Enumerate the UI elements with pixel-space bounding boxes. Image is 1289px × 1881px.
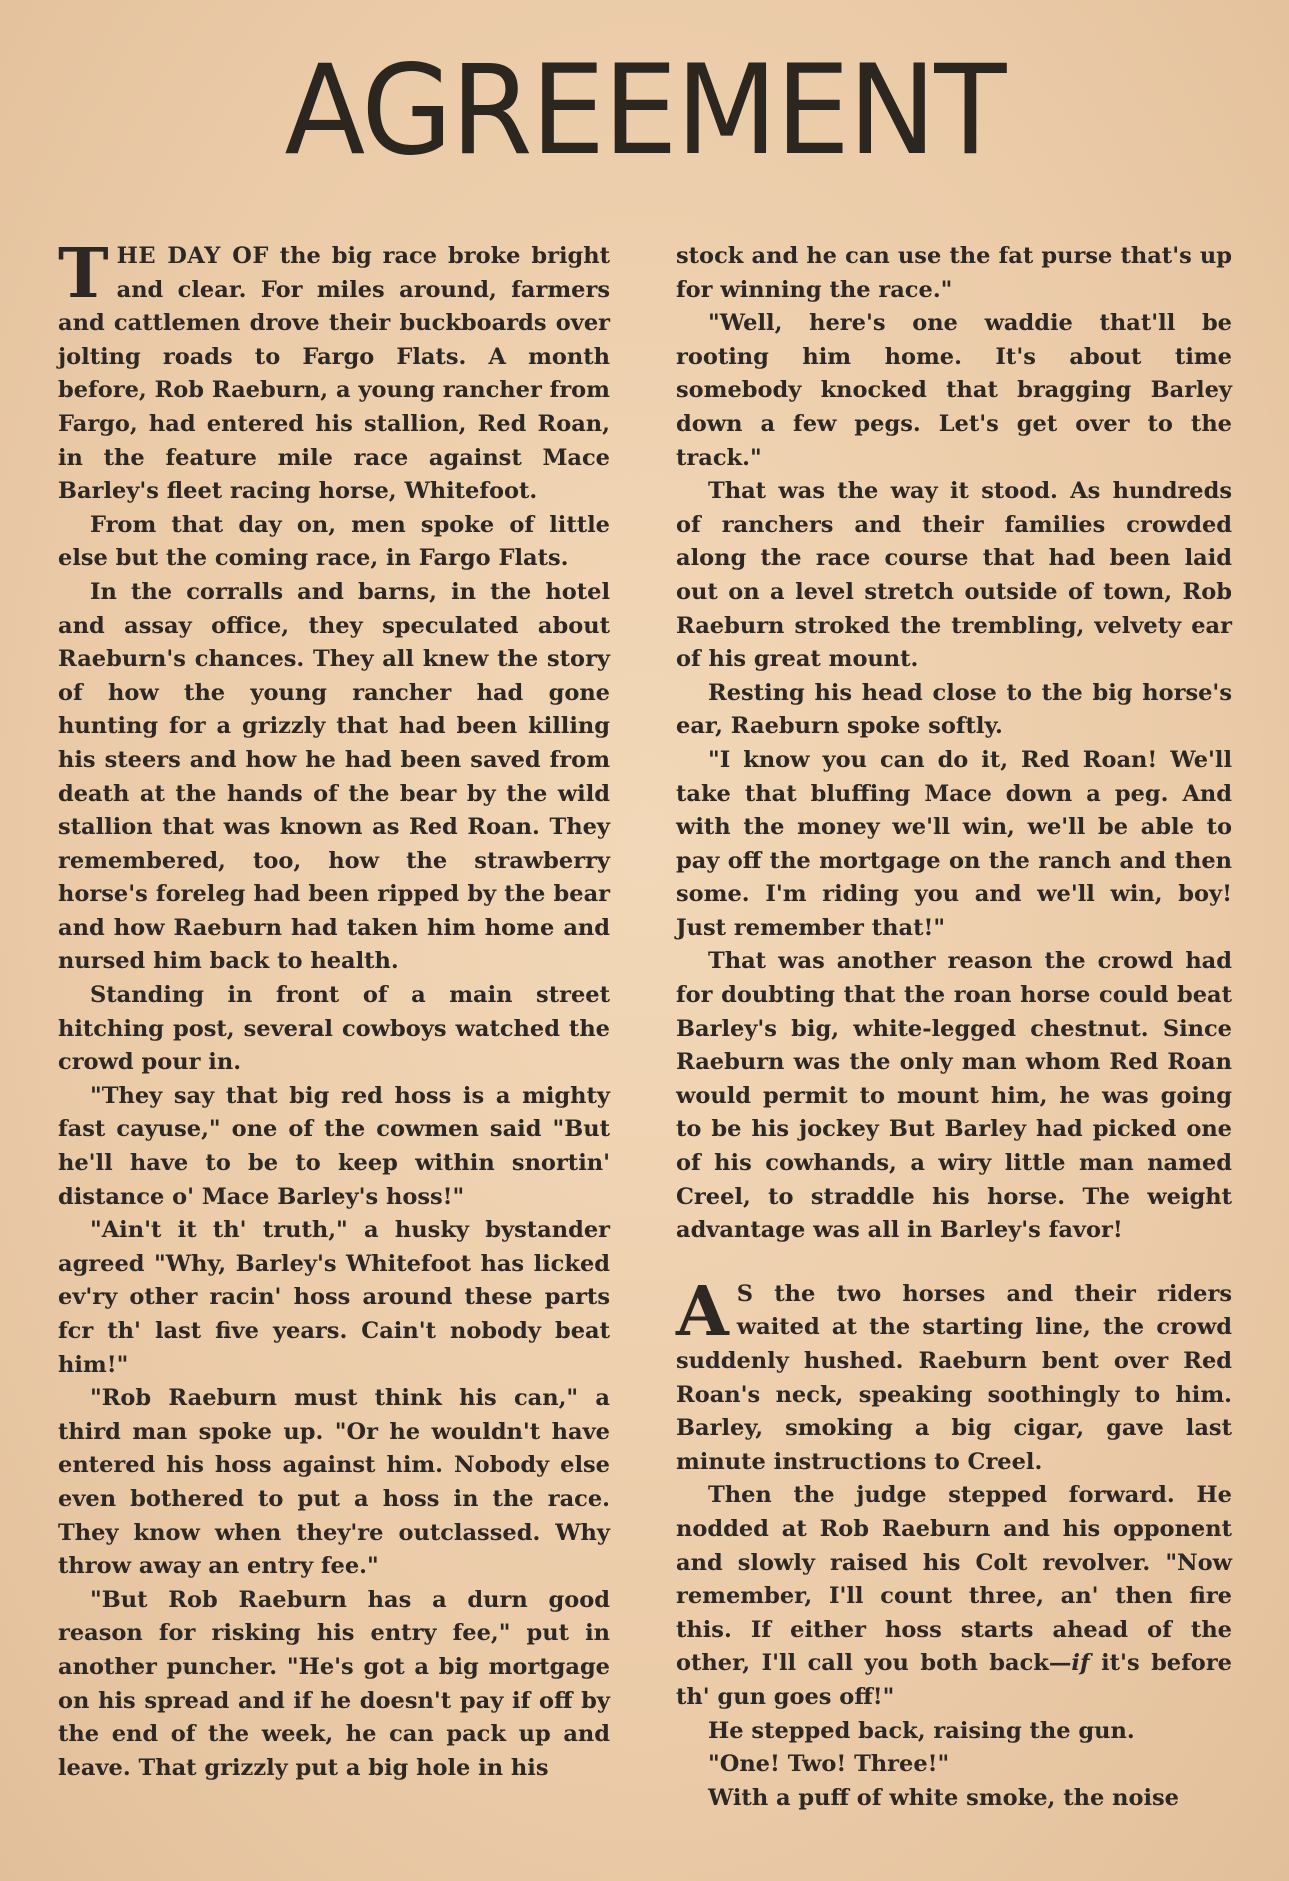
drop-cap: T (58, 234, 109, 314)
paragraph: Standing in front of a main street hitching post, several cowboys watched the crowd pour in. (58, 982, 610, 1076)
right-column (676, 240, 1232, 1815)
paragraph (676, 1271, 1232, 1480)
paragraph: That was the way it stood. As hundreds of ranchers and their families crowded along the race course that had been laid out on a level stretch outside of town, Rob Raeburn stroked the trembling, velvety ear of his great mount. (676, 478, 1232, 673)
paragraph: That was another reason the crowd had for doubting that the roan horse could beat Barley's big, white-legged chestnut. Since Raeburn was the only man whom Red Roan would permit to mount him, he was going to be his jockey But Barley had picked one of his cowhands, a wiry little man named Creel, to straddle his horse. The weight advantage was all in Barley's favor! (676, 948, 1232, 1244)
paragraph: "I know you can do it, Red Roan! We'll take that bluffing Mace down a peg. And with the money we'll win, we'll be able to pay off the mortgage on the ranch and then some. I'm riding you and we'll win, boy! Just remember that!" (676, 746, 1232, 941)
emphasis: if (1071, 1650, 1090, 1677)
paragraph: He stepped back, raising the gun. (708, 1717, 1135, 1744)
paragraph: "Ain't it th' truth," a husky bystander agreed "Why, Barley's Whitefoot has licked ev'ry other racin' hoss around these parts fcr th' last five years. Cain't nobody beat him!" (58, 1217, 610, 1378)
paragraph: stock and he can use the fat purse that's up for winning the race." (676, 243, 1232, 303)
paragraph: "They say that big red hoss is a mighty fast cayuse," one of the cowmen said "But he'll have to be to keep within snortin' distance o' Mace Barley's hoss!" (58, 1082, 610, 1210)
paragraph: From that day on, men spoke of little else but the coming race, in Fargo Flats. (58, 511, 610, 572)
paragraph (58, 234, 611, 509)
paragraph: "But Rob Raeburn has a durn good reason for risking his entry fee," put in another puncher. "He's got a big mortgage on his spread and if he doesn't pay if off by the end of the week, he can pack up and leave. That grizzly put a big hole in his (58, 1586, 610, 1781)
paragraph: Resting his head close to the big horse's ear, Raeburn spoke softly. (676, 679, 1232, 740)
paragraph: "Rob Raeburn must think his can," a third man spoke up. "Or he wouldn't have entered his hoss against him. Nobody else even bothered to put a hoss in the race. They know when they're outclassed. Why throw away an entry fee." (58, 1385, 610, 1580)
story-title: AGREEMENT (284, 37, 1005, 183)
paragraph-text: S the two horses and their riders waited at the starting line, the crowd suddenly hushed. Raeburn bent over Red Roan's neck, speaking soothingly to him. Barley, smoking a big cigar, gave last minute instructions to Creel. (676, 1280, 1232, 1475)
drop-cap: A (676, 1271, 729, 1352)
paragraph (676, 1479, 1232, 1714)
left-column (58, 234, 611, 1785)
paragraph-text: Then the judge stepped forward. He nodded at Rob Raeburn and his opponent and slowly raised his Colt revolver. "Now remember, I'll count three, an' then fire this. If either hoss starts ahead of the other, I'll call you both back— (676, 1482, 1232, 1677)
paragraph-text: it's before th' gun goes off!" (676, 1650, 1232, 1710)
paragraph: "One! Two! Three!" (708, 1751, 950, 1778)
paragraph: "Well, here's one waddie that'll be rooting him home. It's about time somebody knocked that bragging Barley down a few pegs. Let's get over to the track." (676, 310, 1232, 471)
lead-in: HE DAY OF (116, 243, 269, 269)
paragraph: In the corralls and barns, in the hotel and assay office, they speculated about Raeburn's chances. They all knew the story of how the young rancher had gone hunting for a grizzly that had been killing his steers and how he had been saved from death at the hands of the bear by the wild stallion that was known as Red Roan. They remembered, too, how the strawberry horse's foreleg had been ripped by the bear and how Raeburn had taken him home and nursed him back to health. (58, 578, 610, 975)
paragraph-text: the big race broke bright and clear. For miles around, farmers and cattlemen drove their buckboards over jolting roads to Fargo Flats. A month before, Rob Raeburn, a young rancher from Fargo, had entered his stallion, Red Roan, in the feature mile race against Mace Barley's fleet racing horse, Whitefoot. (58, 243, 611, 505)
paragraph: With a puff of white smoke, the noise (708, 1784, 1179, 1811)
